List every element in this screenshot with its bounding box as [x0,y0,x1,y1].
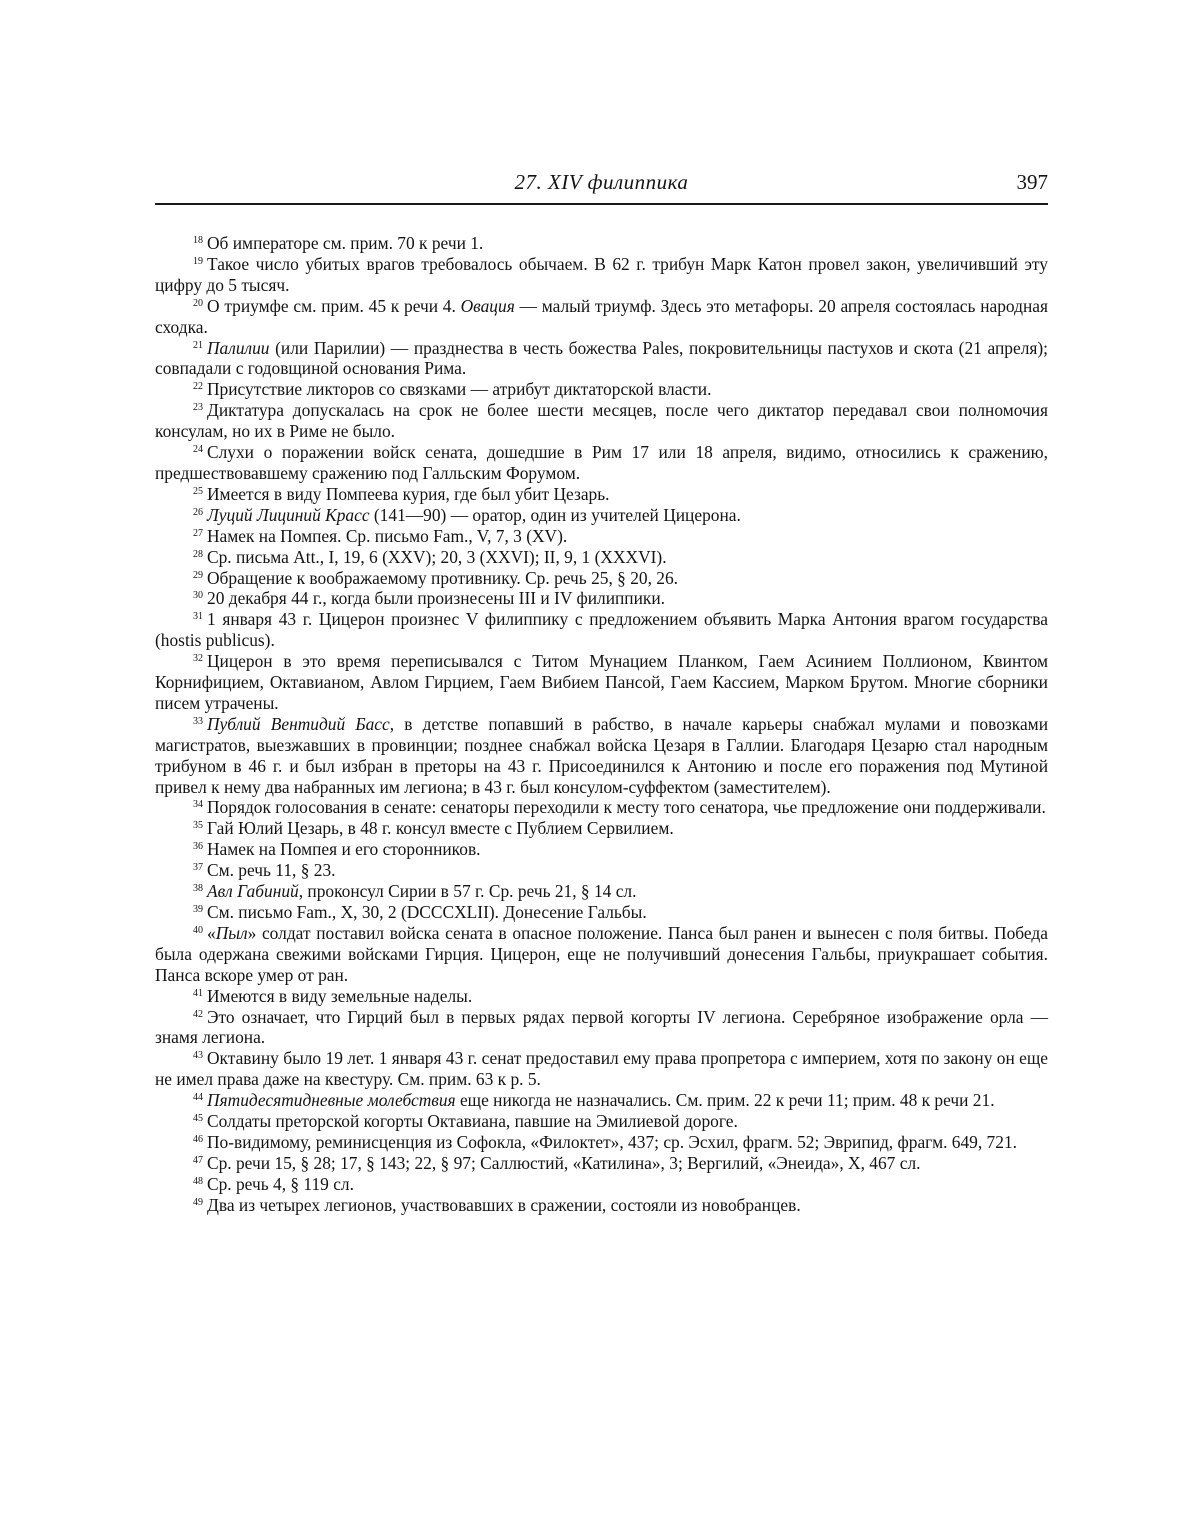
footnote-text: Палилии (или Парилии) — празднества в честь божества Pales, покровительницы пастухов и скота (21 апреля); совпадали с годовщиной основания Рима. [155,337,1048,379]
footnote-number: 19 [193,255,203,267]
footnote-number: 37 [193,862,203,874]
footnotes-list [155,233,1048,1216]
footnote [155,714,1048,798]
footnote [155,1153,1048,1174]
footnote [155,651,1048,714]
footnote-text: Это означает, что Гирций был в первых рядах первой когорты IV легиона. Серебряное изображение орла — знамя легиона. [155,1006,1048,1048]
footnote [155,986,1048,1007]
footnote-text: «Пыл» солдат поставил войска сената в опасное положение. Панса был ранен и вынесен с поля битвы. Победа была одержана свежими войсками Гирция. Цицерон, еще не получивший донесения Гальбы, приукрашает события. Панса вскоре умер от ран. [155,922,1048,985]
footnote [155,902,1048,923]
footnote [155,379,1048,400]
footnote-number: 45 [193,1113,203,1125]
footnote-text: Порядок голосования в сенате: сенаторы переходили к месту того сенатора, чье предложение они поддерживали. [207,797,1046,818]
footnote-number: 46 [193,1133,203,1145]
footnote-number: 43 [193,1050,203,1062]
footnote [155,233,1048,254]
footnote [155,400,1048,442]
footnote [155,1007,1048,1049]
footnote-number: 29 [193,569,203,581]
footnote-number: 20 [193,297,203,309]
footnote-text: См. речь 11, § 23. [207,860,336,881]
footnote-number: 22 [193,381,203,393]
footnote [155,505,1048,526]
footnote [155,526,1048,547]
footnote-number: 24 [193,444,203,456]
footnote [155,1195,1048,1216]
footnote-number: 31 [193,611,203,623]
footnote-number: 48 [193,1175,203,1187]
footnote-text: Об императоре см. прим. 70 к речи 1. [207,233,484,253]
footnote-number: 39 [193,904,203,915]
footnote-number: 47 [193,1154,203,1166]
footnote [155,1174,1048,1195]
header-rule [155,203,1048,205]
running-title: 27. XIV филиппика [514,170,689,194]
footnote-number: 42 [193,1008,203,1020]
footnote [155,568,1048,589]
footnote-text: Намек на Помпея. Ср. письмо Fam., V, 7, 3 (XV). [207,525,568,546]
footnote [155,1111,1048,1132]
footnote [155,839,1048,860]
footnote-text: Такое число убитых врагов требовалось обычаем. В 62 г. трибун Марк Катон провел закон, увеличивший эту цифру до 5 тысяч. [155,253,1048,295]
page-header [155,170,1048,200]
footnote-number: 28 [193,548,203,560]
footnote-text: О триумфе см. прим. 45 к речи 4. Овация — малый триумф. Здесь это метафоры. 20 апреля состоялась народная сходка. [155,295,1049,337]
footnote-text: 20 декабря 44 г., когда были произнесены III и IV филиппики. [207,588,666,609]
footnote [155,923,1048,986]
footnote [155,1090,1048,1111]
footnote-text: См. письмо Fam., X, 30, 2 (DCCCXLII). Донесение Гальбы. [207,902,647,922]
footnote-number: 27 [193,527,203,539]
footnote-text: Два из четырех легионов, участвовавших в сражении, состояли из новобранцев. [207,1194,801,1215]
footnote-text: Имеется в виду Помпеева курия, где был убит Цезарь. [207,483,610,504]
footnote [155,1132,1048,1153]
footnote-number: 36 [193,841,203,853]
footnote [155,296,1048,338]
footnote-text: Авл Габиний, проконсул Сирии в 57 г. Ср. речь 21, § 14 сл. [207,881,637,902]
footnote [155,1048,1048,1090]
footnote [155,818,1048,839]
footnote-number: 21 [193,339,203,351]
footnote-number: 30 [193,590,203,602]
footnote-text: Обращение к воображаемому противнику. Ср. речь 25, § 20, 26. [207,567,679,588]
footnote [155,338,1048,380]
footnote-text: Намек на Помпея и его сторонников. [207,839,481,860]
footnote-text: Луций Лициний Красс (141—90) — оратор, один из учителей Цицерона. [207,504,741,525]
footnote-text: Ср. речи 15, § 28; 17, § 143; 22, § 97; Саллюстий, «Катилина», 3; Вергилий, «Энеида», X, 467 сл. [207,1152,921,1173]
footnote [155,881,1048,902]
footnote [155,442,1048,484]
footnote [155,797,1048,818]
footnote-number: 40 [193,924,203,936]
footnote [155,588,1048,609]
footnote-number: 35 [193,820,203,832]
footnote [155,547,1048,568]
footnote-text: Гай Юлий Цезарь, в 48 г. консул вместе с Публием Сервилием. [207,818,674,839]
footnote-number: 32 [193,653,203,665]
footnote-text: По-видимому, реминисценция из Софокла, «Филоктет», 437; ср. Эсхил, фрагм. 52; Эврипид, фрагм. 649, 721. [207,1131,1017,1152]
footnote-number: 34 [193,799,203,811]
page-number: 397 [1016,170,1048,194]
footnote-number: 33 [193,715,203,727]
footnote-text: Солдаты преторской когорты Октавиана, павшие на Эмилиевой дороге. [207,1111,738,1132]
footnote-number: 38 [193,883,203,895]
footnote [155,860,1048,881]
footnote-number: 41 [193,987,203,999]
footnote-number: 23 [193,402,203,414]
footnote-text: Ср. письма Att., I, 19, 6 (XXV); 20, 3 (XXVI); II, 9, 1 (XXXVI). [207,546,667,567]
footnote [155,254,1048,296]
footnote-number: 18 [193,235,203,246]
footnote [155,484,1048,505]
footnote-number: 49 [193,1196,203,1208]
footnote-text: Пятидесятидневные молебствия еще никогда не назначались. См. прим. 22 к речи 11; прим. 48 к речи 21. [207,1090,995,1111]
footnote-text: Цицерон в это время переписывался с Титом Мунацием Планком, Гаем Асинием Поллионом, Квинтом Корнифицием, Октавианом, Авлом Гирцием, Гаем Вибием Пансой, Гаем Кассием, Марком Брутом. Многие сборники писем утрачены. [155,651,1048,713]
footnote-text: Диктатура допускалась на срок не более шести месяцев, после чего диктатор передавал свои полномочия консулам, но их в Риме не было. [155,400,1048,442]
footnote-text: Октавину было 19 лет. 1 января 43 г. сенат предоставил ему права пропретора с империем, хотя по закону он еще не имел права даже на квестуру. См. прим. 63 к р. 5. [155,1048,1048,1090]
footnote-text: 1 января 43 г. Цицерон произнес V филиппику с предложением объявить Марка Антония врагом государства (hostis publicus). [155,609,1048,651]
footnote-number: 44 [193,1092,203,1104]
footnote [155,609,1048,651]
footnote-number: 25 [193,485,203,497]
footnote-text: Слухи о поражении войск сената, дошедшие в Рим 17 или 18 апреля, видимо, относились к сражению, предшествовавшему сражению под Галльским Форумом. [155,442,1048,483]
footnote-text: Публий Вентидий Басс, в детстве попавший в рабство, в начале карьеры снабжал мулами и повозками магистратов, выезжавших в провинции; позднее снабжал войска Цезаря в Галлии. Благодаря Цезарю стал народным трибуном в 46 г. и был избран в преторы на 43 г. Присоединился к Антонию и после его поражения под Мутиной привел к нему два набранных им легиона; в 43 г. был консулом-суффектом (заместителем). [155,713,1048,797]
footnote-text: Имеются в виду земельные наделы. [207,985,473,1006]
footnote-text: Ср. речь 4, § 119 сл. [207,1173,354,1194]
footnote-number: 26 [193,506,203,518]
footnote-text: Присутствие ликторов со связками — атрибут диктаторской власти. [207,379,712,400]
